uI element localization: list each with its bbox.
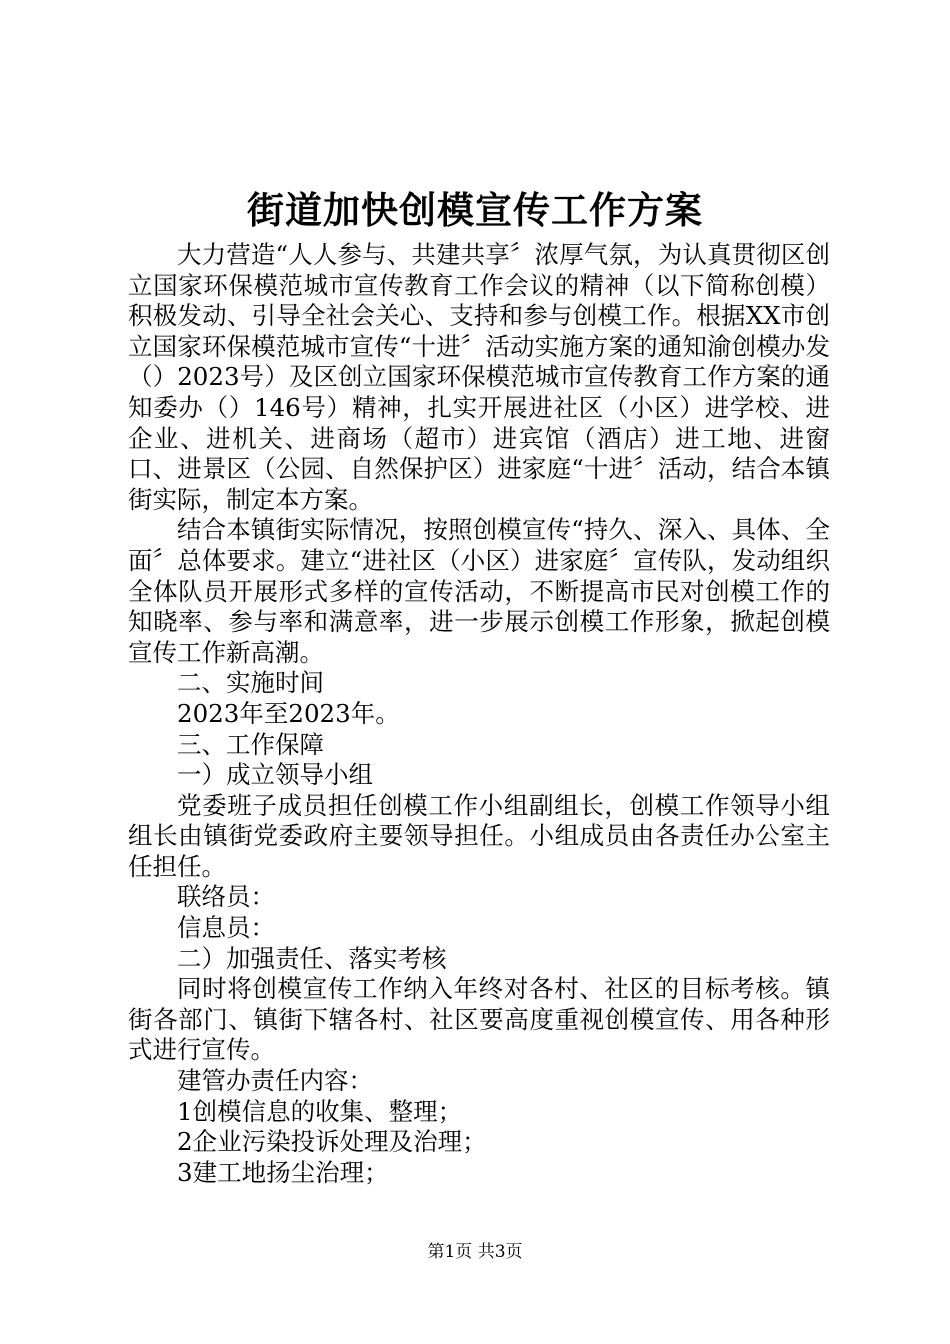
line-liaison: 联络员： [177,882,275,912]
line-office-duties: 建管办责任内容： [177,1066,373,1096]
document-body [128,240,830,1188]
heading-work-guarantee: 三、工作保障 [177,729,324,759]
list-item-2: 2企业污染投诉处理及治理； [177,1127,487,1157]
paragraph-time-range: 2023年至2023年。 [177,698,400,728]
document-title: 街道加快创模宣传工作方案 [247,188,703,232]
page-footer: 第1页 共3页 [427,1242,523,1262]
paragraph-intro: 大力营造“人人参与、共建共享〞浓厚气氛，为认真贯彻区创立国家环保模范城市宣传教育工作会议的精神（以下简称创模）积极发动、引导全社会关心、支持和参与创模工作。根据XX市创立国家环保模范城市宣传“十进〞活动实施方案的通知渝创模办发（）2023号）及区创立国家环保模范城市宣传教育工作方案的通知委办（）146号）精神，扎实开展进社区（小区）进学校、进企业、进机关、进商场（超市）进宾馆（酒店）进工地、进窗口、进景区（公园、自然保护区）进家庭“十进〞活动，结合本镇街实际，制定本方案。 [128,240,830,514]
subheading-leading-group: 一）成立领导小组 [177,760,373,790]
line-information-officer: 信息员： [177,913,275,943]
paragraph-leading-group: 党委班子成员担任创模工作小组副组长，创模工作领导小组组长由镇街党委政府主要领导担任。小组成员由各责任办公室主任担任。 [128,790,830,881]
subheading-responsibility: 二）加强责任、落实考核 [177,943,447,973]
paragraph-assessment: 同时将创模宣传工作纳入年终对各村、社区的目标考核。镇街各部门、镇街下辖各村、社区要高度重视创模宣传、用各种形式进行宣传。 [128,974,830,1065]
paragraph-requirements: 结合本镇街实际情况，按照创模宣传“持久、深入、具体、全面〞总体要求。建立“进社区（小区）进家庭〞宣传队，发动组织全体队员开展形式多样的宣传活动，不断提高市民对创模工作的知晓率、参与率和满意率，进一步展示创模工作形象，掀起创模宣传工作新高潮。 [128,515,830,667]
list-item-1: 1创模信息的收集、整理； [177,1096,463,1126]
heading-implementation-time: 二、实施时间 [177,668,324,698]
list-item-3: 3建工地扬尘治理； [177,1157,389,1187]
